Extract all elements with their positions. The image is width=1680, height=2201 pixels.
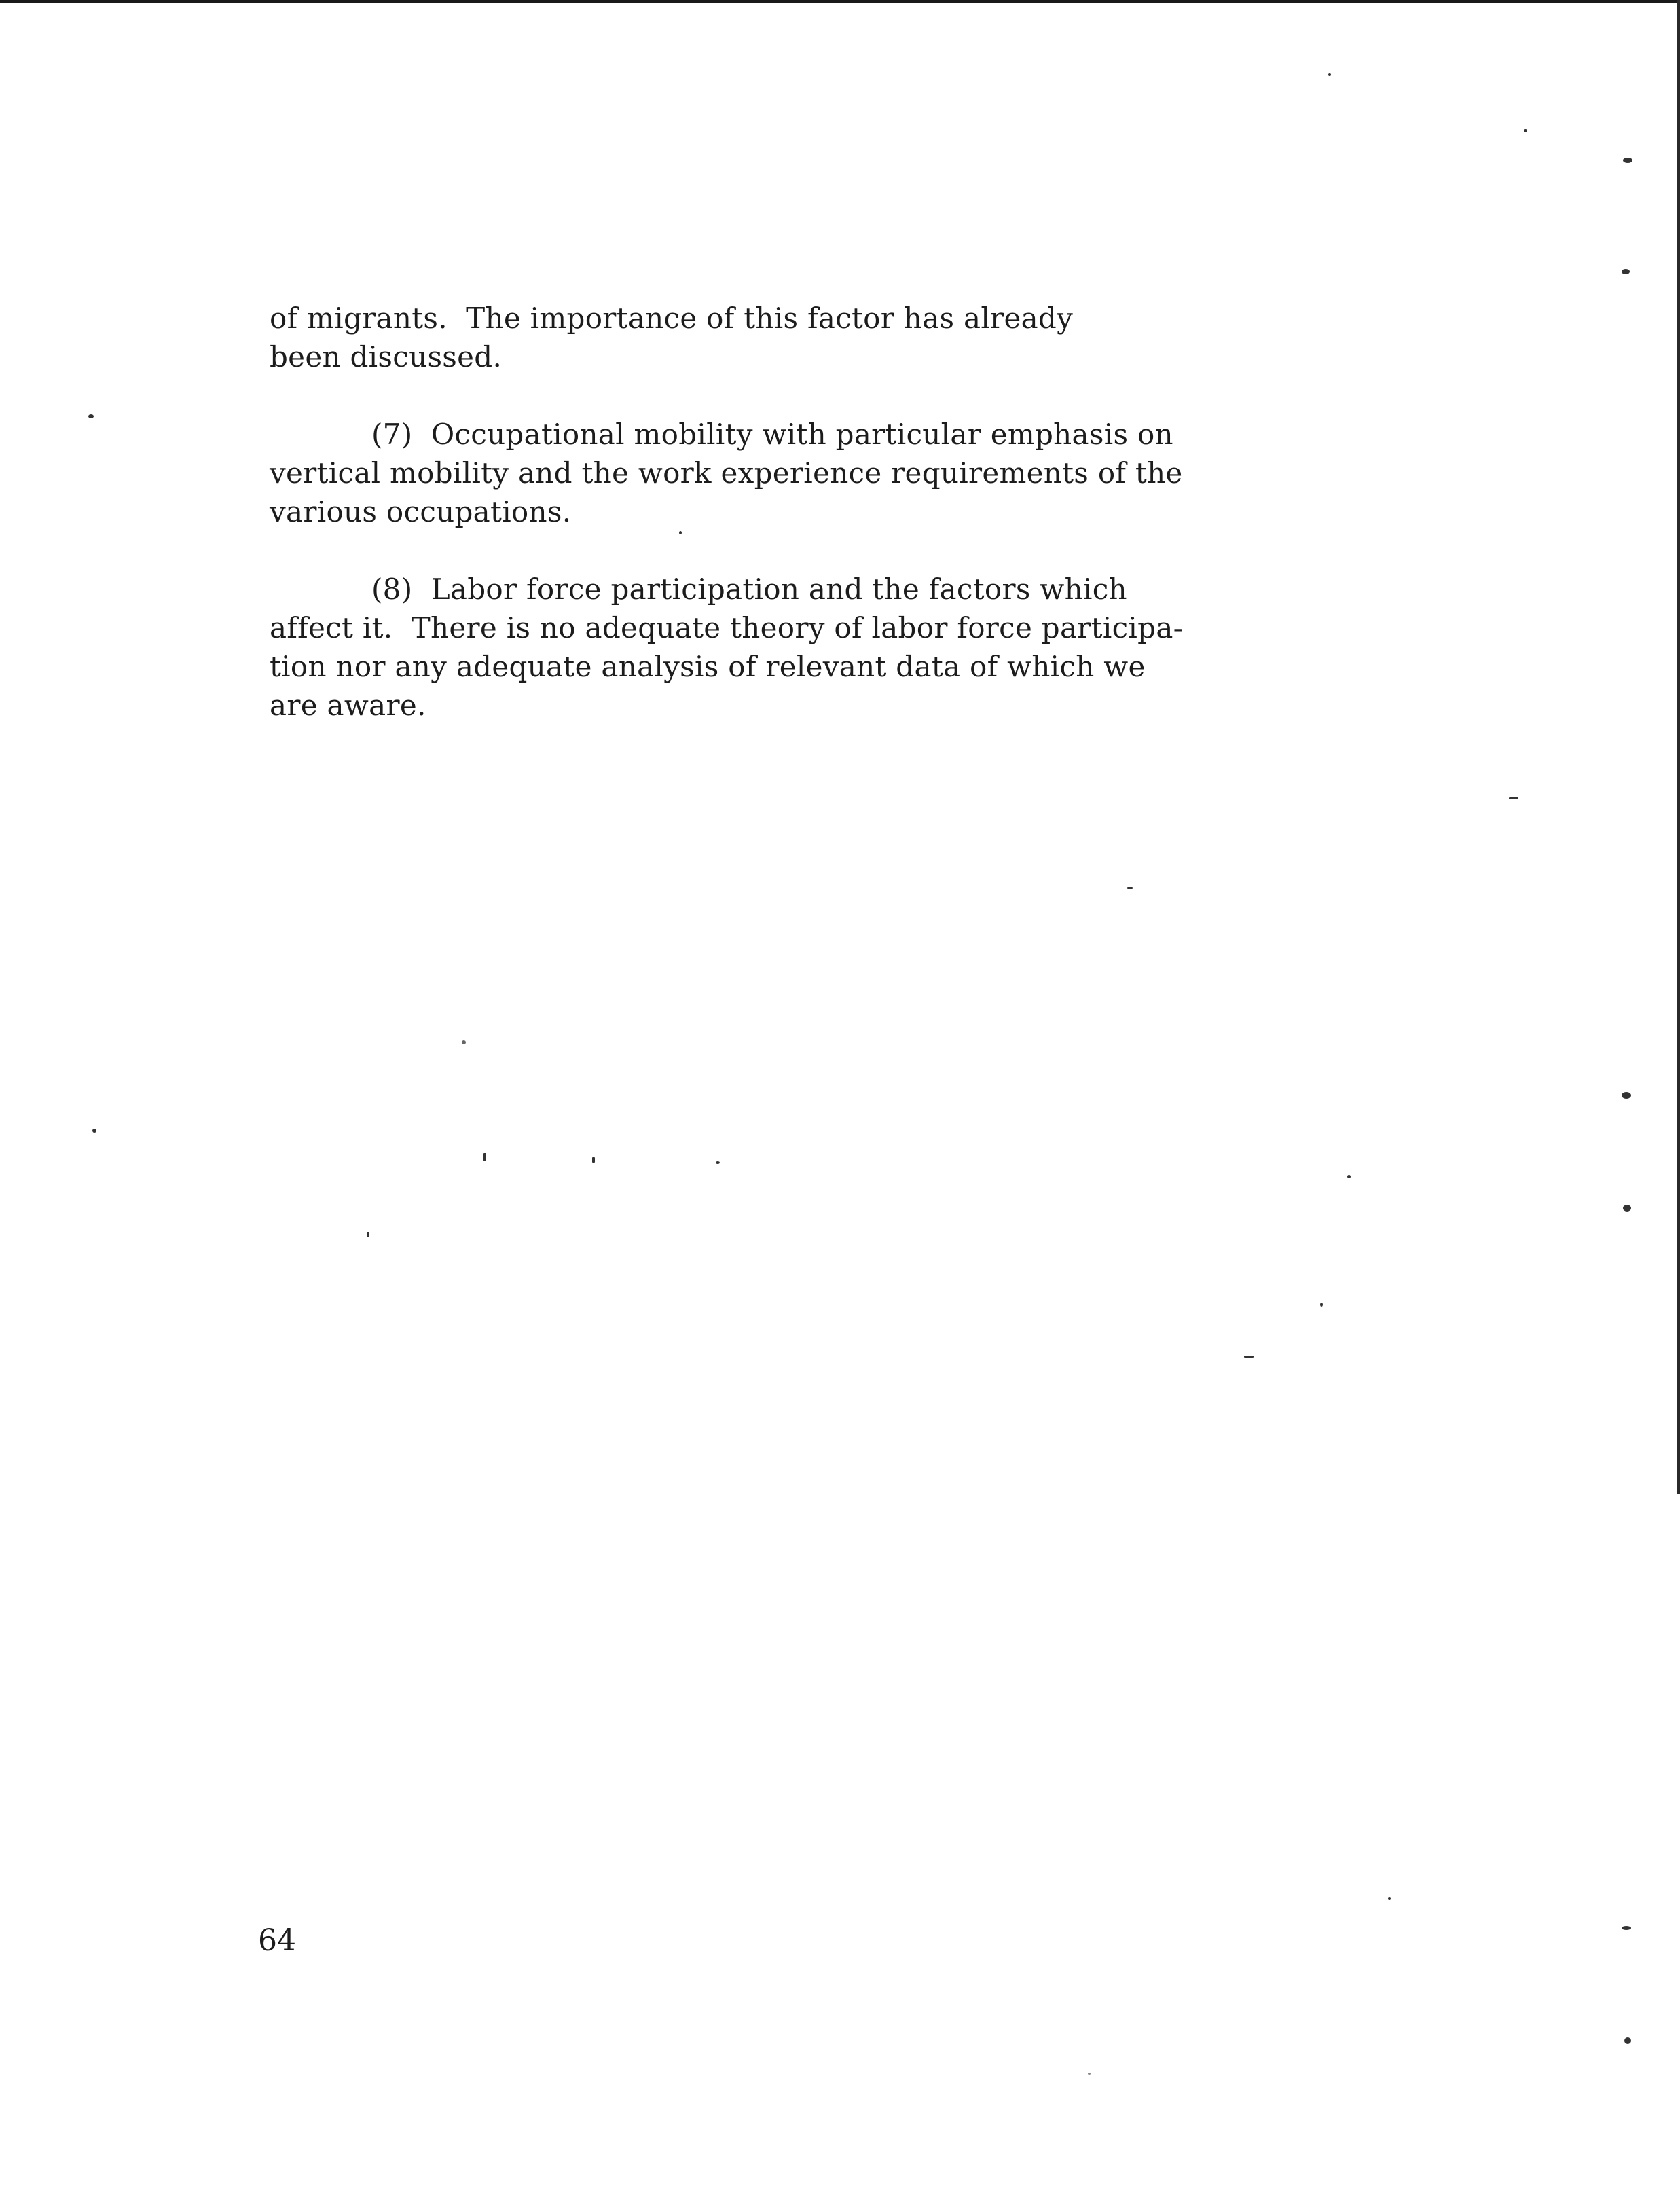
text-line: been discussed.: [270, 340, 503, 374]
scan-speck: [367, 1232, 369, 1237]
paragraph-item-8: [270, 570, 1383, 725]
scan-speck: [1623, 158, 1632, 163]
scan-speck: [1524, 129, 1527, 132]
scan-right-edge: [1677, 0, 1680, 1494]
text-line: tion nor any adequate analysis of relevant data of which we: [270, 650, 1146, 683]
text-line: (7) Occupational mobility with particular emphasis on: [371, 418, 1173, 451]
scan-speck: [88, 414, 94, 418]
text-line: are aware.: [270, 689, 426, 722]
scan-speck: [1624, 2037, 1631, 2044]
scan-speck: [1622, 269, 1630, 274]
scan-speck: [1088, 2073, 1091, 2075]
scan-speck: [92, 1129, 96, 1133]
scan-speck: [679, 531, 682, 534]
scan-speck: [462, 1040, 466, 1044]
scan-speck: [716, 1161, 720, 1164]
scan-speck: [1509, 797, 1518, 799]
text-line: vertical mobility and the work experience requirements of the: [270, 456, 1183, 490]
scan-speck: [1622, 1926, 1631, 1930]
paragraph-item-7: [270, 415, 1383, 531]
text-line: affect it. There is no adequate theory of labor force participa-: [270, 611, 1184, 644]
scan-speck: [483, 1153, 486, 1161]
text-line: of migrants. The importance of this factor has already: [270, 302, 1074, 335]
text-line: various occupations.: [270, 495, 572, 528]
scan-speck: [1623, 1205, 1631, 1212]
scan-speck: [1347, 1175, 1351, 1178]
paragraph-migrants: [270, 299, 1383, 376]
scan-speck: [1244, 1356, 1254, 1358]
scan-speck: [592, 1157, 595, 1163]
scan-speck: [1622, 1092, 1631, 1099]
body-text: [270, 299, 1383, 763]
text-line: (8) Labor force participation and the factors which: [371, 572, 1127, 606]
scan-speck: [1320, 1303, 1323, 1307]
scan-top-edge: [0, 0, 1680, 3]
scan-speck: [1328, 73, 1331, 76]
scan-speck: [1127, 887, 1133, 889]
page-number: 64: [258, 1923, 296, 1958]
scan-speck: [1388, 1897, 1391, 1900]
